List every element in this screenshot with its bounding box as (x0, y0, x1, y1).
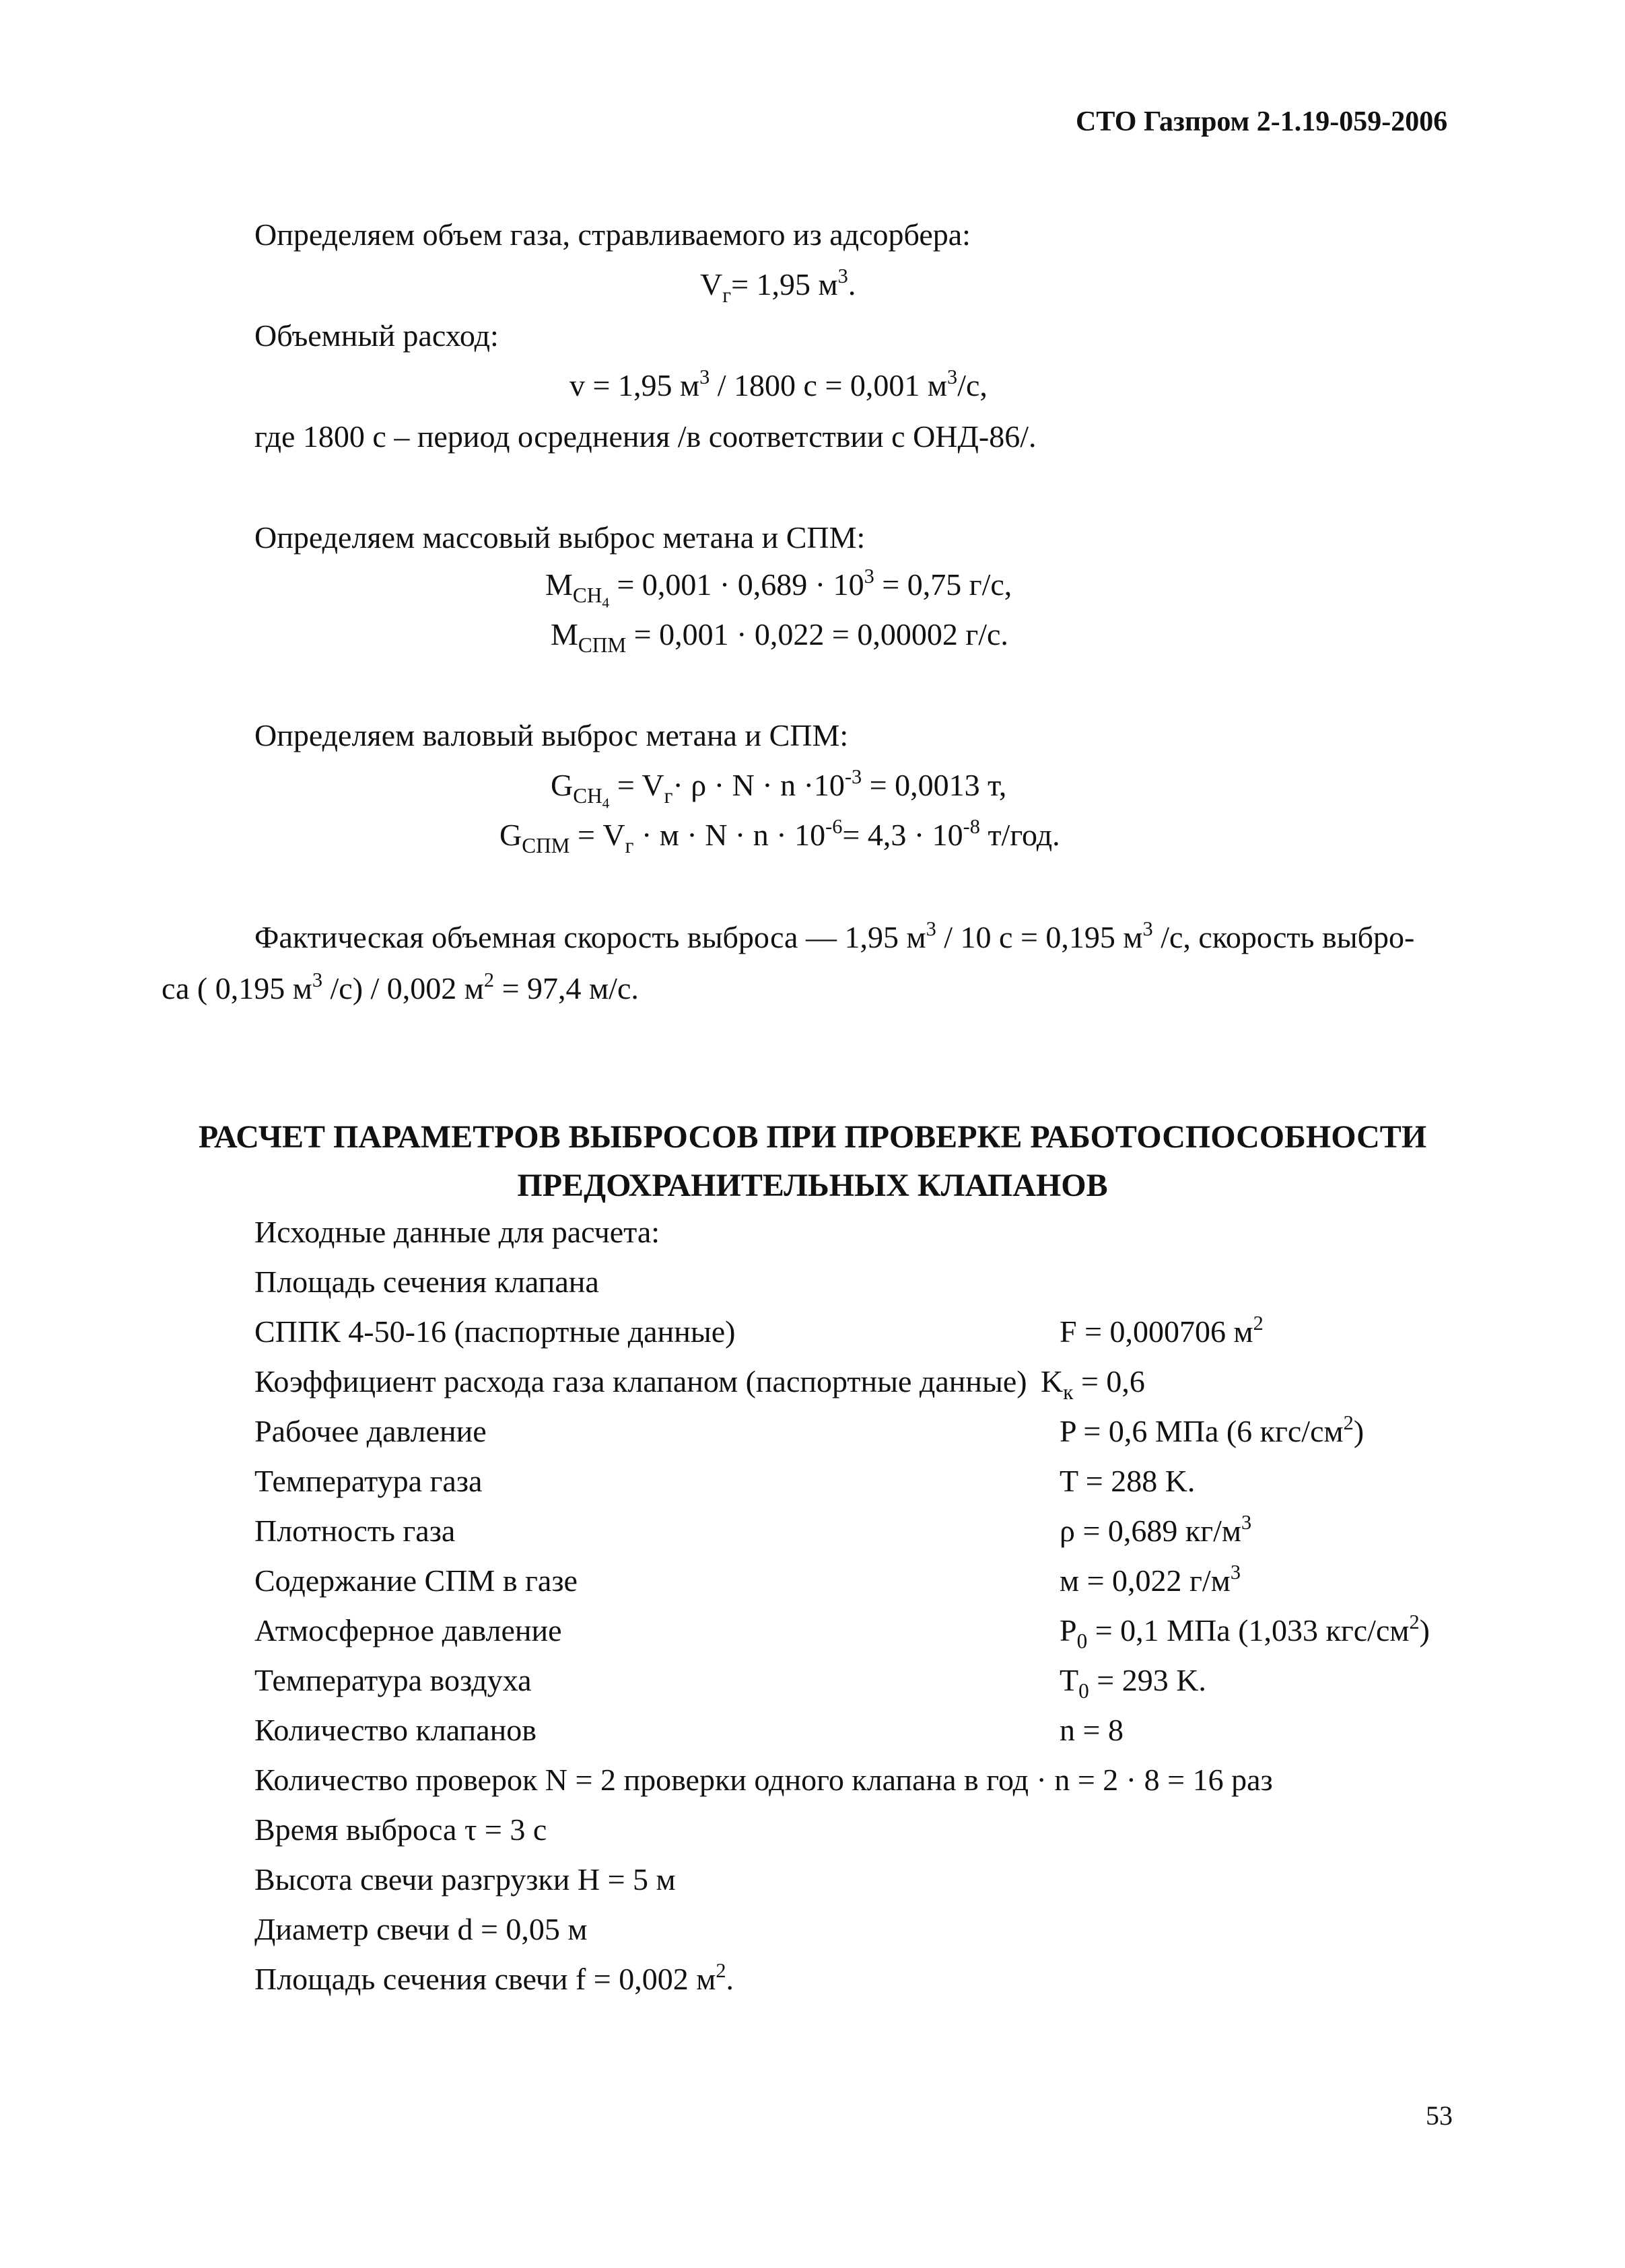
formula-m-spm: $M_{СПМ} = 0,001 \cdot 0,022 = 0,00002$ г/с. (551, 617, 1008, 657)
param-label: Содержание СПМ в газе (254, 1563, 578, 1598)
param-label: Температура воздуха (254, 1663, 532, 1697)
param-label: СППК 4-50-16 (паспортные данные) (254, 1314, 736, 1349)
param-line: Высота свечи разгрузки H = 5 м (254, 1862, 676, 1897)
param-label: Атмосферное давление (254, 1613, 562, 1647)
page-number: 53 (1426, 2100, 1453, 2131)
param-line: Количество проверок N = 2 проверки одного клапана в год · n = 2 · 8 = 16 раз (254, 1763, 1273, 1797)
formula-vr: $V_г= 1,95$ $м^3$. (700, 264, 856, 307)
param-value: м = 0,022 $г/м^3$ (1060, 1560, 1241, 1598)
param-label: Коэффициент расхода газа клапаном (паспортные данные) (254, 1364, 1027, 1398)
formula-flow: v = 1,95 $м^3 / 1800$ с = 0,001 $м^3/с$, (569, 365, 988, 402)
param-line: Площадь сечения свечи f = 0,002 $м^2$. (254, 1958, 734, 1996)
formula-g-spm: $G_{СПМ} = V_г \cdot м \cdot N \cdot n \cdot 10^{-6}= 4,3 \cdot 10^{-8}$ т/год. (499, 814, 1060, 857)
param-value: n = 8 (1060, 1713, 1123, 1747)
param-label: Площадь сечения клапана (254, 1265, 599, 1299)
param-intro: Исходные данные для расчета: (254, 1215, 660, 1249)
param-value: P = 0,6 МПа (6 кгс/$см^2$) (1060, 1411, 1364, 1448)
param-value: T = 288 K. (1060, 1464, 1196, 1498)
section-title-line1: РАСЧЕТ ПАРАМЕТРОВ ВЫБРОСОВ ПРИ ПРОВЕРКЕ РАБОТОСПОСОБНОСТИ (198, 1119, 1427, 1155)
text-line: Определяем массовый выброс метана и СПМ: (254, 520, 866, 555)
param-label: Температура газа (254, 1464, 483, 1498)
text-line: са ( 0,195 $м^3$ /с) / 0,002 $м^2 = 97,4$ м/с. (162, 968, 639, 1005)
text-line: Фактическая объемная скорость выброса — 1,95 $м^3 / 10$ с = 0,195 $м^3$ /с, скорость выбро- (254, 917, 1415, 954)
document-id: СТО Газпром 2-1.19-059-2006 (1076, 106, 1448, 137)
text-line: Объемный расход: (254, 318, 499, 353)
param-value: F = 0,000706 $м^2$ (1060, 1311, 1264, 1349)
param-label: Плотность газа (254, 1514, 456, 1548)
param-value: $K_к = 0,6$ (1041, 1364, 1145, 1404)
param-line: Время выброса τ = 3 с (254, 1812, 547, 1847)
param-value: ρ = 0,689 $кг/м^3$ (1060, 1510, 1252, 1548)
text-line: Определяем объем газа, стравливаемого из адсорбера: (254, 217, 971, 252)
text-line: где 1800 с – период осреднения /в соответствии с ОНД-86/. (254, 419, 1037, 454)
param-label: Рабочее давление (254, 1414, 487, 1448)
param-value: $P_0 = 0,1$ МПа (1,033 кгс/$см^2$) (1060, 1610, 1430, 1653)
formula-m-ch4: $M_{CH_4} = 0,001 \cdot 0,689 \cdot 10^3 = 0,75$ г/с, (545, 564, 1012, 611)
formula-g-ch4: $G_{CH_4} = V_г\cdot \rho \cdot N \cdot n \cdot 10^{-3} = 0,0013$ т, (551, 765, 1007, 812)
section-title-line2: ПРЕДОХРАНИТЕЛЬНЫХ КЛАПАНОВ (517, 1168, 1108, 1203)
param-label: Количество клапанов (254, 1713, 537, 1747)
param-line: Диаметр свечи d = 0,05 м (254, 1912, 588, 1946)
text-line: Определяем валовый выброс метана и СПМ: (254, 718, 849, 752)
param-value: $T_0 = 293$ K. (1060, 1663, 1206, 1703)
